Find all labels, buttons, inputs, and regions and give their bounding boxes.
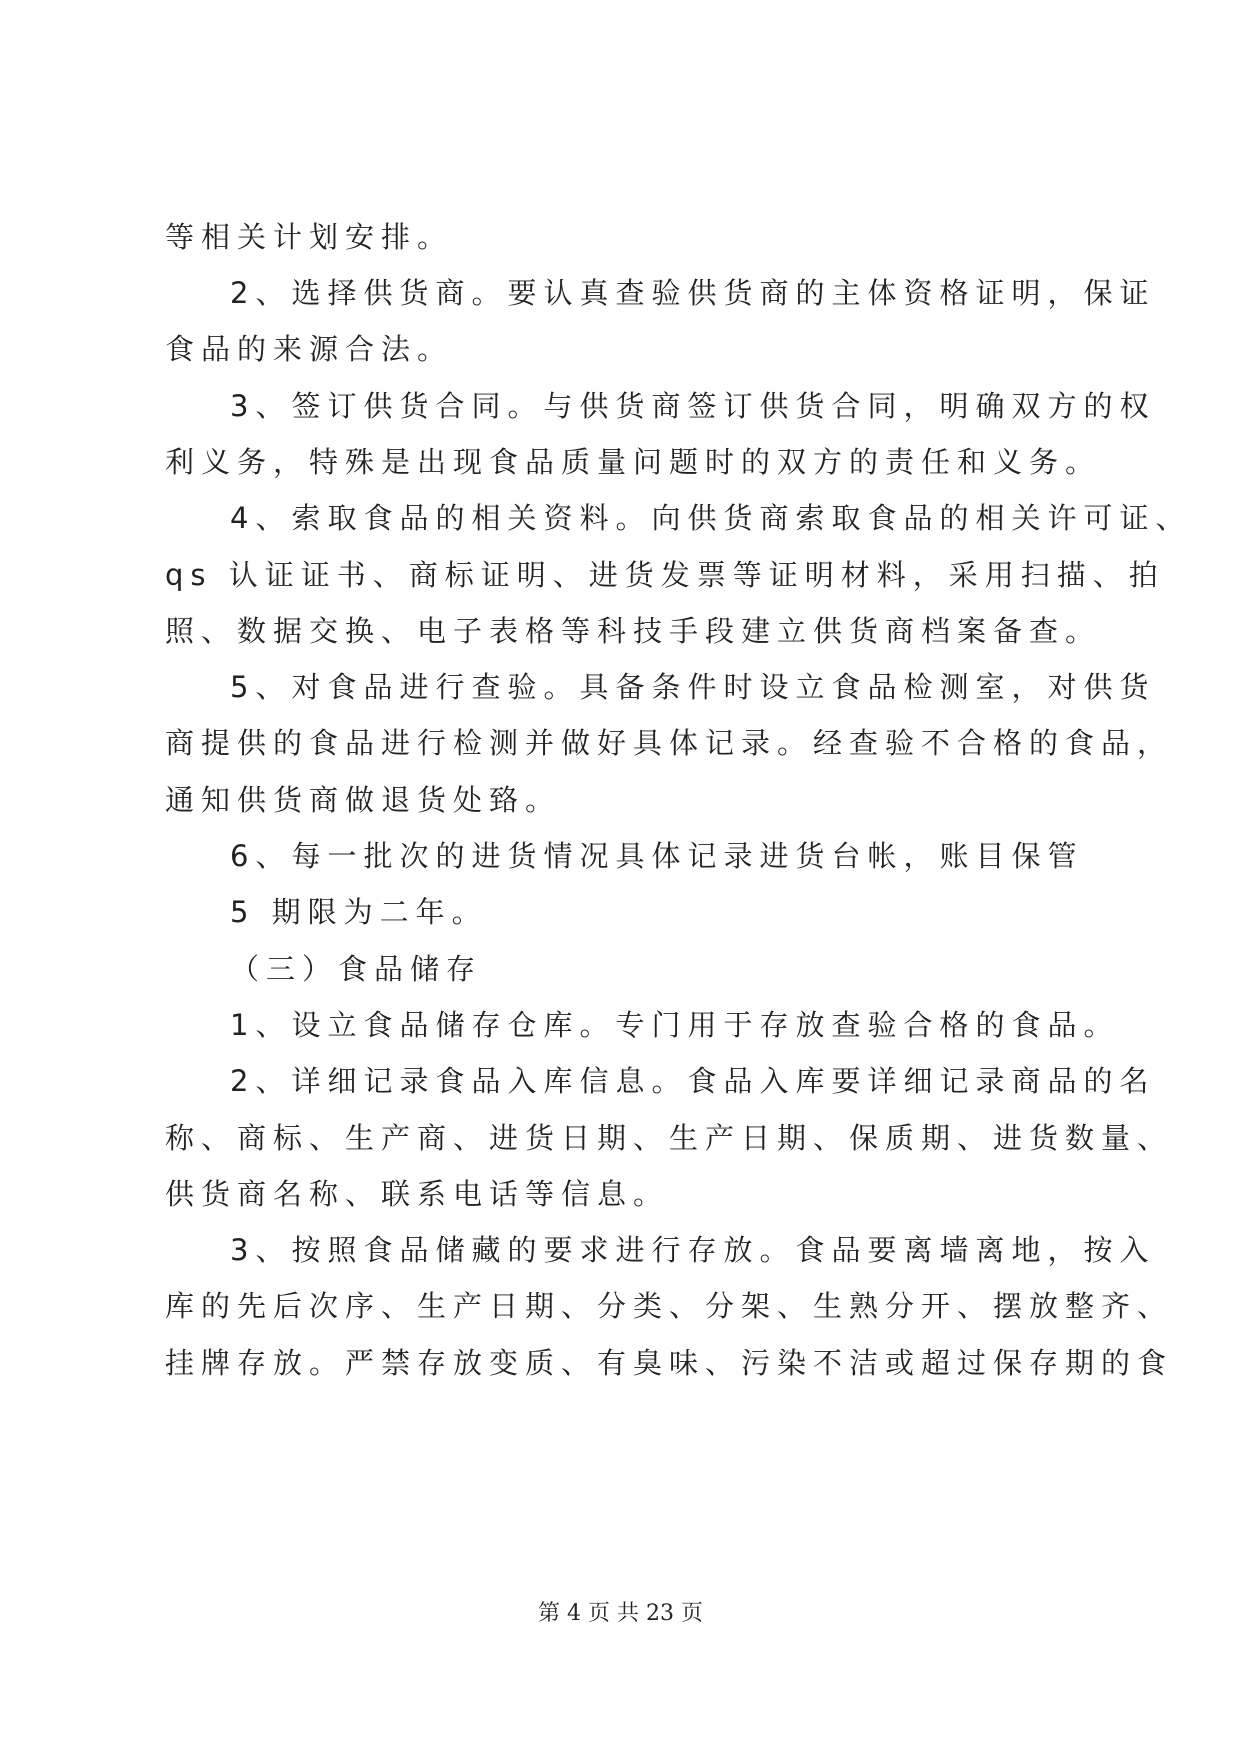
page-number-footer: 第 4 页 共 23 页 [538, 1601, 703, 1626]
section-heading: （三）食品储存 [230, 952, 483, 986]
body-line: 1、设立食品储存仓库。专门用于存放查验合格的食品。 [230, 1008, 1120, 1042]
body-line: 库的先后次序、生产日期、分类、分架、生熟分开、摆放整齐、 [165, 1289, 1174, 1323]
body-line: 商提供的食品进行检测并做好具体记录。经查验不合格的食品， [165, 726, 1174, 760]
body-line: 照、数据交换、电子表格等科技手段建立供货商档案备查。 [165, 614, 1102, 648]
body-line: 利义务，特殊是出现食品质量问题时的双方的责任和义务。 [165, 445, 1102, 479]
body-line: 2、选择供货商。要认真查验供货商的主体资格证明，保证 [230, 276, 1156, 310]
body-line: 供货商名称、联系电话等信息。 [165, 1177, 670, 1211]
body-line: 3、签订供货合同。与供货商签订供货合同，明确双方的权 [230, 389, 1156, 423]
body-line: 食品的来源合法。 [165, 332, 454, 366]
body-line: 挂牌存放。严禁存放变质、有臭味、污染不洁或超过保存期的食 [165, 1346, 1174, 1380]
body-line: 2、详细记录食品入库信息。食品入库要详细记录商品的名 [230, 1064, 1156, 1098]
body-line: 6、每一批次的进货情况具体记录进货台帐，账目保管 [230, 839, 1084, 873]
body-line: 通知供货商做退货处臵。 [165, 783, 562, 817]
body-line: 3、按照食品储藏的要求进行存放。食品要离墙离地，按入 [230, 1233, 1156, 1267]
body-line: 等相关计划安排。 [165, 220, 454, 254]
body-line: 4、索取食品的相关资料。向供货商索取食品的相关许可证、 [230, 501, 1192, 535]
body-line: 称、商标、生产商、进货日期、生产日期、保质期、进货数量、 [165, 1121, 1174, 1155]
body-line: 5、对食品进行查验。具备条件时设立食品检测室，对供货 [230, 670, 1156, 704]
body-line: qs 认证证书、商标证明、进货发票等证明材料，采用扫描、拍 [165, 558, 1165, 592]
body-line: 5 期限为二年。 [230, 895, 488, 929]
